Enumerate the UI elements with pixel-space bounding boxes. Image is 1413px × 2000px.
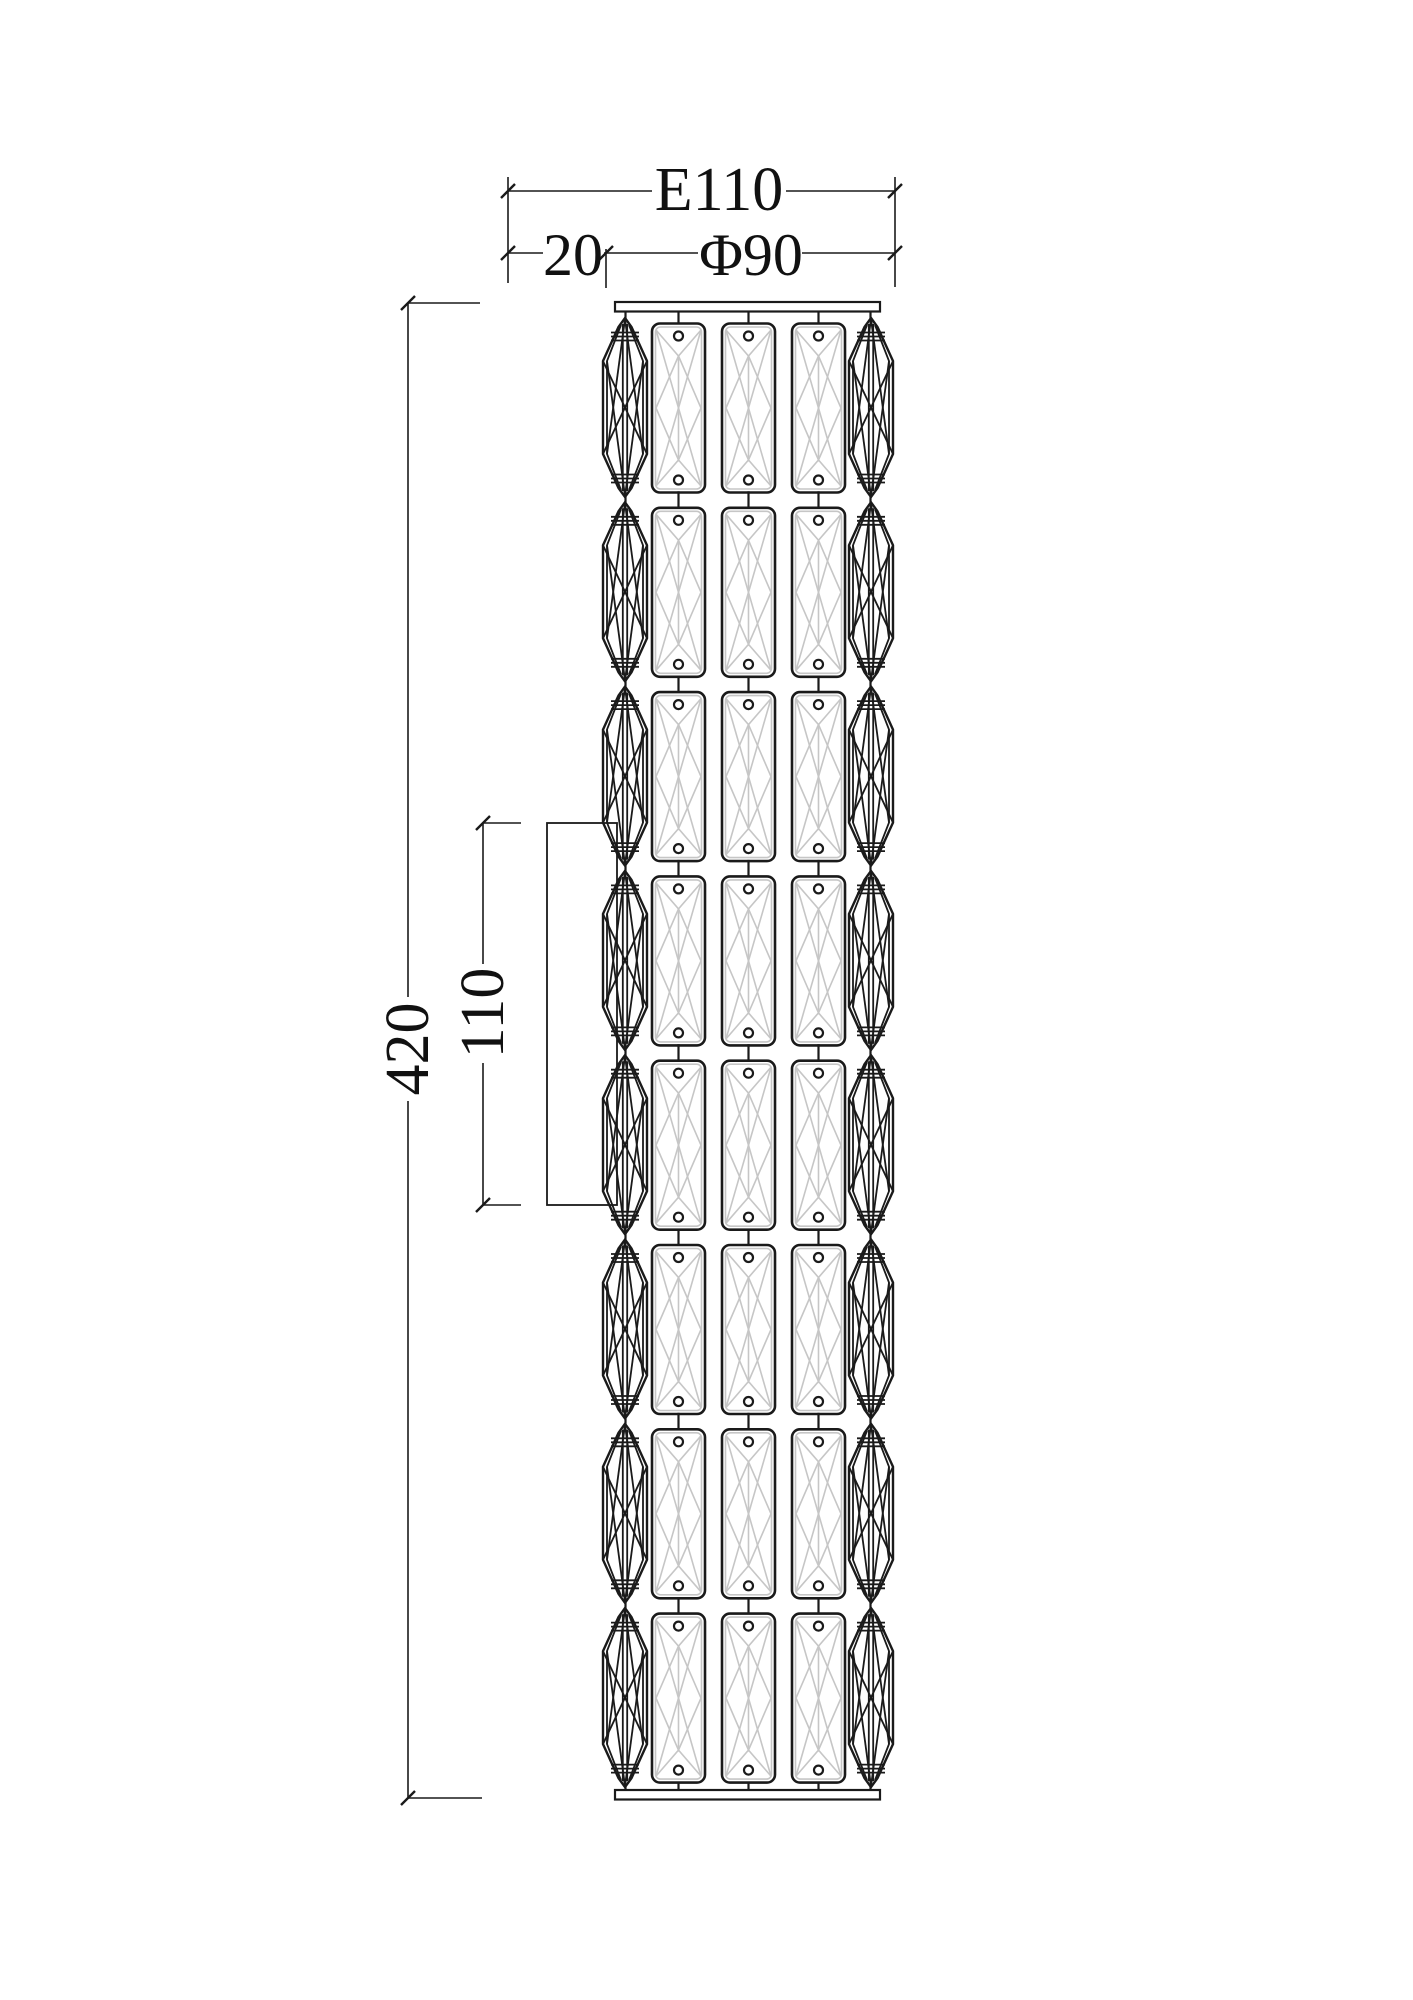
dimension-420-label: 420 (374, 1002, 442, 1096)
crystal-row (603, 307, 893, 497)
crystal-row (603, 1597, 893, 1787)
crystal-row (603, 1413, 893, 1603)
bottom-mounting-plate (615, 1790, 880, 1800)
top-mounting-plate (615, 302, 880, 312)
dimension-phi90-label: Φ90 (699, 222, 803, 288)
crystal-row (603, 1229, 893, 1419)
dimension-e110-label: E110 (654, 156, 784, 224)
crystal-row (603, 860, 893, 1050)
dimension-20-phi90 (501, 222, 902, 288)
crystal-rows (603, 307, 893, 1787)
dimension-20-label: 20 (543, 222, 603, 288)
dimension-110 (449, 816, 521, 1212)
fixture-elevation (603, 302, 893, 1800)
dimension-110-label: 110 (449, 967, 517, 1059)
crystal-row (603, 676, 893, 866)
dimension-e110 (501, 156, 902, 224)
crystal-row (603, 491, 893, 681)
crystal-row (603, 1044, 893, 1234)
